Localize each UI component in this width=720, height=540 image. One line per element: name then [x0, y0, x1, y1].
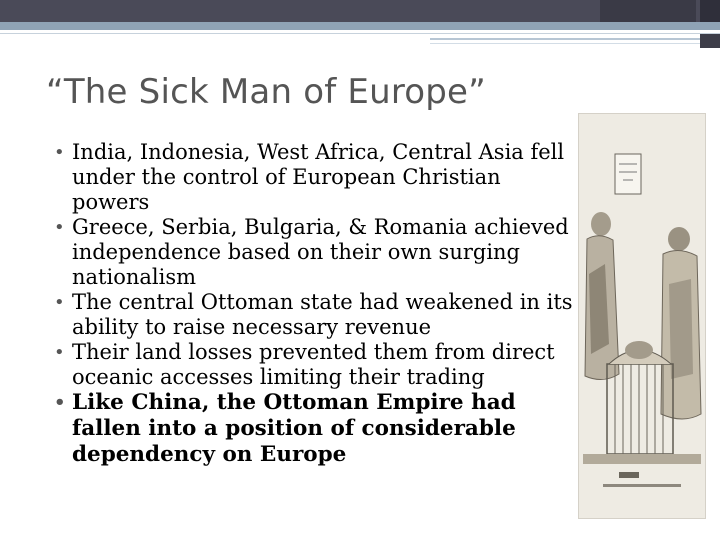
bullet-item: • Their land losses prevented them from direct oceanic accesses limiting their trading [52, 340, 577, 390]
top-bar-segment [700, 0, 720, 22]
bullet-item: • Like China, the Ottoman Empire had fallen into a position of considerable dependency on Europe [52, 390, 577, 468]
top-decorative-bar [0, 0, 720, 22]
bullet-item: • The central Ottoman state had weakened in its ability to raise necessary revenue [52, 290, 577, 340]
slide-title: “The Sick Man of Europe” [46, 72, 486, 112]
top-bar-segment [600, 0, 696, 22]
corner-block [700, 34, 720, 48]
header-rule [430, 43, 720, 44]
bullet-item: • Greece, Serbia, Bulgaria, & Romania achieved independence based on their own surging nationalism [52, 215, 577, 290]
header-rule [430, 38, 720, 40]
bullet-item: • India, Indonesia, West Africa, Central Asia fell under the control of European Christian powers [52, 140, 577, 215]
bullet-list [52, 140, 577, 468]
accent-band [0, 22, 720, 30]
political-cartoon-image [578, 113, 706, 519]
political-cartoon-illustration-icon [579, 114, 705, 518]
header-rule [0, 33, 720, 34]
